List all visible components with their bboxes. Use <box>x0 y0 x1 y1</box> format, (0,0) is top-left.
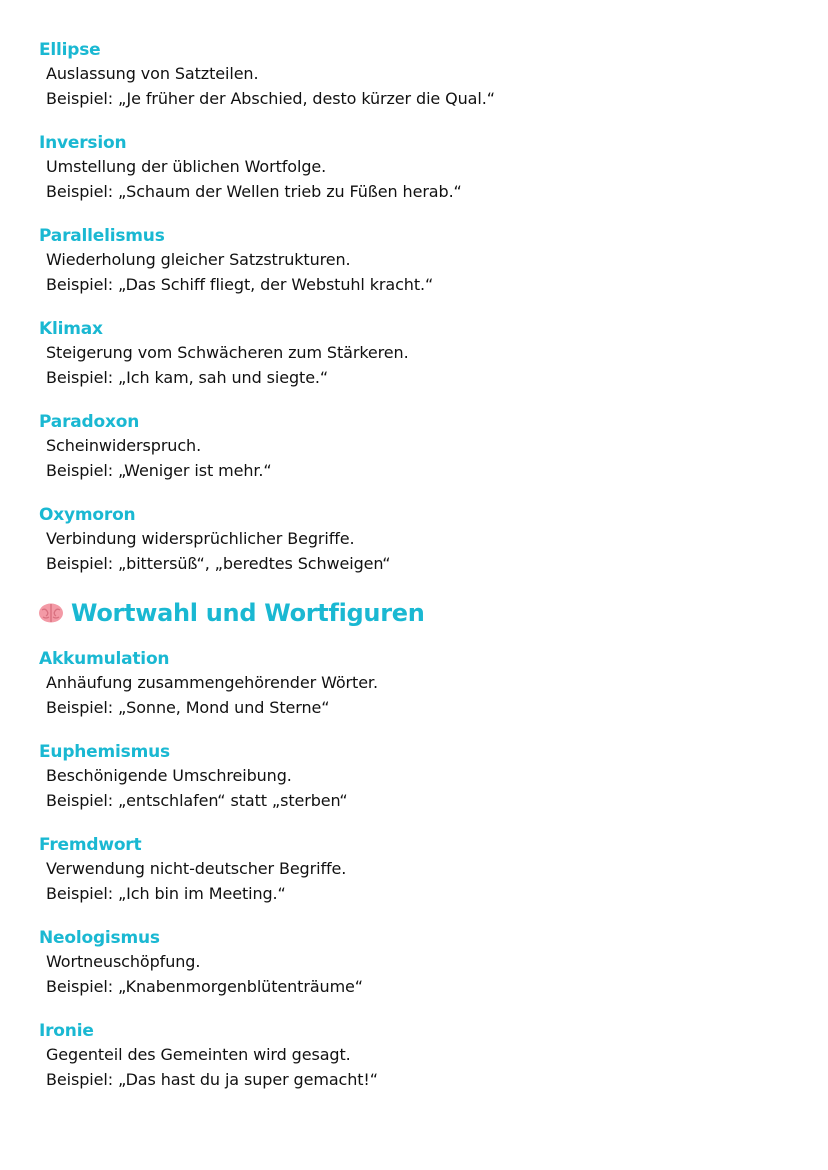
entry-ironie <box>39 1020 799 1092</box>
term-example: Beispiel: „Sonne, Mond und Sterne“ <box>46 698 330 717</box>
term-example: Beispiel: „Je früher der Abschied, desto kürzer die Qual.“ <box>46 89 495 108</box>
term-definition: Scheinwiderspruch. <box>46 436 202 455</box>
term-title: Fremdwort <box>39 835 142 855</box>
term-definition: Wortneuschöpfung. <box>46 952 201 971</box>
entry-fremdwort <box>39 834 799 906</box>
term-title: Klimax <box>39 319 103 339</box>
term-definition: Verbindung widersprüchlicher Begriffe. <box>46 529 355 548</box>
term-definition: Beschönigende Umschreibung. <box>46 766 292 785</box>
term-example: Beispiel: „Das Schiff fliegt, der Webstuhl kracht.“ <box>46 275 434 294</box>
term-example: Beispiel: „bittersüß“, „beredtes Schweigen“ <box>46 554 391 573</box>
term-definition: Steigerung vom Schwächeren zum Stärkeren. <box>46 343 409 362</box>
brain-icon <box>38 602 64 624</box>
term-title: Euphemismus <box>39 742 170 762</box>
term-example: Beispiel: „entschlafen“ statt „sterben“ <box>46 791 348 810</box>
term-title: Oxymoron <box>39 505 136 525</box>
term-example: Beispiel: „Knabenmorgenblütenträume“ <box>46 977 363 996</box>
term-example: Beispiel: „Ich kam, sah und siegte.“ <box>46 368 329 387</box>
term-definition: Verwendung nicht-deutscher Begriffe. <box>46 859 347 878</box>
term-title: Neologismus <box>39 928 160 948</box>
term-example: Beispiel: „Schaum der Wellen trieb zu Füßen herab.“ <box>46 182 462 201</box>
term-title: Inversion <box>39 133 127 153</box>
entry-parallelismus <box>39 225 799 297</box>
entry-euphemismus <box>39 741 799 813</box>
entry-paradoxon <box>39 411 799 483</box>
entry-akkumulation <box>39 648 799 720</box>
entry-inversion <box>39 132 799 204</box>
entry-klimax <box>39 318 799 390</box>
term-example: Beispiel: „Weniger ist mehr.“ <box>46 461 272 480</box>
term-definition: Umstellung der üblichen Wortfolge. <box>46 157 327 176</box>
term-definition: Wiederholung gleicher Satzstrukturen. <box>46 250 351 269</box>
term-title: Parallelismus <box>39 226 165 246</box>
term-definition: Anhäufung zusammengehörender Wörter. <box>46 673 378 692</box>
term-title: Paradoxon <box>39 412 140 432</box>
section-heading <box>38 596 425 630</box>
term-definition: Auslassung von Satzteilen. <box>46 64 259 83</box>
entry-ellipse <box>39 39 799 111</box>
term-title: Akkumulation <box>39 649 170 669</box>
term-title: Ellipse <box>39 40 101 60</box>
term-definition: Gegenteil des Gemeinten wird gesagt. <box>46 1045 351 1064</box>
term-title: Ironie <box>39 1021 94 1041</box>
term-example: Beispiel: „Ich bin im Meeting.“ <box>46 884 286 903</box>
section-title: Wortwahl und Wortfiguren <box>71 599 425 627</box>
entry-oxymoron <box>39 504 799 576</box>
term-example: Beispiel: „Das hast du ja super gemacht!“ <box>46 1070 378 1089</box>
entry-neologismus <box>39 927 799 999</box>
